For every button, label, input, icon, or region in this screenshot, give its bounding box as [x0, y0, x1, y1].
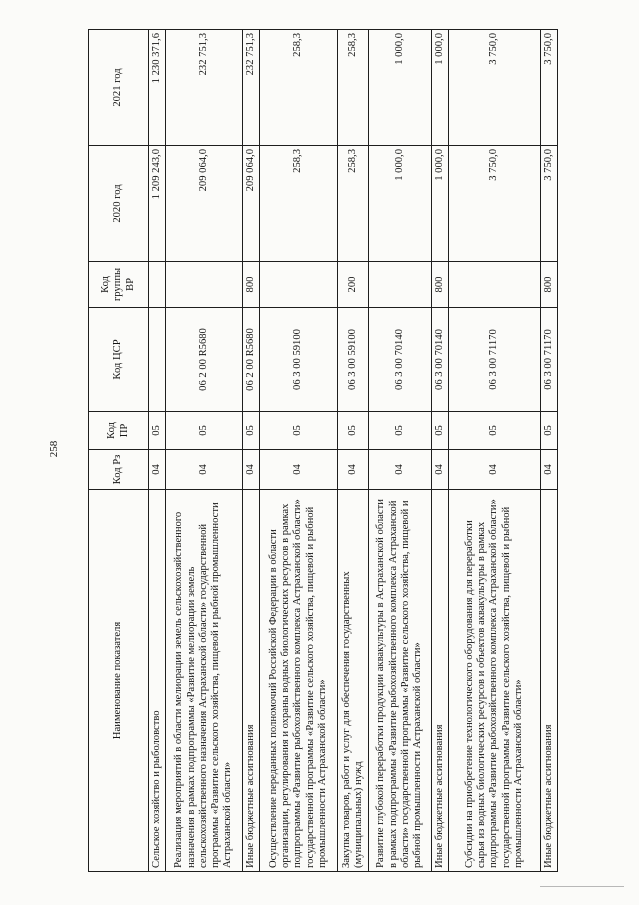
row-2021: 3 750,0: [449, 30, 541, 146]
row-2021: 258,3: [260, 30, 338, 146]
row-csr: 06 2 00 R5680: [166, 308, 243, 412]
row-csr: 06 3 00 71170: [541, 308, 558, 412]
page-number: 258: [48, 440, 60, 458]
table-row: [149, 30, 166, 872]
row-rz: 04: [166, 450, 243, 490]
row-vr: 200: [338, 262, 369, 308]
row-pr: 05: [369, 412, 432, 450]
row-rz: 04: [449, 450, 541, 490]
row-rz: 04: [243, 450, 260, 490]
row-2020: 3 750,0: [449, 146, 541, 262]
row-2021: 232 751,3: [166, 30, 243, 146]
header-rz: Код Рз: [89, 450, 149, 490]
table-row: [260, 30, 338, 872]
row-pr: 05: [449, 412, 541, 450]
row-vr: [166, 262, 243, 308]
row-2021: 1 230 371,6: [149, 30, 166, 146]
row-pr: 05: [260, 412, 338, 450]
row-2021: 1 000,0: [432, 30, 449, 146]
budget-table-container: [88, 30, 554, 872]
row-rz: 04: [338, 450, 369, 490]
row-pr: 05: [432, 412, 449, 450]
row-csr: [149, 308, 166, 412]
row-csr: 06 3 00 71170: [449, 308, 541, 412]
row-pr: 05: [149, 412, 166, 450]
budget-table: [88, 29, 558, 872]
table-row: [541, 30, 558, 872]
scan-artifact-line: [540, 886, 624, 887]
row-vr: [260, 262, 338, 308]
table-row: [449, 30, 541, 872]
row-vr: [149, 262, 166, 308]
row-name: Субсидии на приобретение технологического оборудования для переработки сырья из водных биологических ресурсов и объектов аквакультуры в рамках подпрограммы «Развитие рыбохозяйственного комплекса Астраханской области» государственной программы «Развитие сельского хозяйства, пищевой и рыбной промышленности Астраханской области»: [449, 490, 541, 872]
row-2020: 3 750,0: [541, 146, 558, 262]
row-csr: 06 2 00 R5680: [243, 308, 260, 412]
row-2020: 209 064,0: [243, 146, 260, 262]
row-vr: 800: [432, 262, 449, 308]
row-name: Реализация мероприятий в области мелиорации земель сельскохозяйственного назначения в рамках подпрограммы «Развитие мелиорации земель сельскохозяйственного назначения Астраханской области» государственной программы «Развитие сельского хозяйства, пищевой и рыбной промышленности Астраханской области»: [166, 490, 243, 872]
row-name: Осуществление переданных полномочий Российской Федерации в области организации, регулирования и охраны водных биологических ресурсов в рамках подпрограммы «Развитие рыбохозяйственного комплекса Астраханской области» государственной программы «Развитие сельского хозяйства, пищевой и рыбной промышленности Астраханской области»: [260, 490, 338, 872]
row-2021: 1 000,0: [369, 30, 432, 146]
row-pr: 05: [541, 412, 558, 450]
row-rz: 04: [149, 450, 166, 490]
header-name: Наименование показателя: [89, 490, 149, 872]
row-vr: 800: [541, 262, 558, 308]
row-2020: 1 000,0: [432, 146, 449, 262]
row-csr: 06 3 00 59100: [260, 308, 338, 412]
row-2021: 232 751,3: [243, 30, 260, 146]
table-row: [243, 30, 260, 872]
header-2020: 2020 год: [89, 146, 149, 262]
row-2021: 3 750,0: [541, 30, 558, 146]
row-2020: 209 064,0: [166, 146, 243, 262]
table-header-row: [89, 30, 149, 872]
row-pr: 05: [338, 412, 369, 450]
table-row: [369, 30, 432, 872]
row-rz: 04: [369, 450, 432, 490]
row-pr: 05: [166, 412, 243, 450]
row-2020: 1 000,0: [369, 146, 432, 262]
row-name: Иные бюджетные ассигнования: [432, 490, 449, 872]
row-2020: 1 209 243,0: [149, 146, 166, 262]
row-rz: 04: [260, 450, 338, 490]
row-rz: 04: [432, 450, 449, 490]
row-2020: 258,3: [338, 146, 369, 262]
table-row: [432, 30, 449, 872]
row-name: Иные бюджетные ассигнования: [243, 490, 260, 872]
table-row: [166, 30, 243, 872]
row-vr: [369, 262, 432, 308]
header-pr: Код ПР: [89, 412, 149, 450]
row-2021: 258,3: [338, 30, 369, 146]
row-vr: 800: [243, 262, 260, 308]
row-name: Закупка товаров, работ и услуг для обеспечения государственных (муниципальных) нужд: [338, 490, 369, 872]
table-row: [338, 30, 369, 872]
row-name: Развитие глубокой переработки продукции аквакультуры в Астраханской области в рамках подпрограммы «Развитие рыбохозяйственного комплекса Астраханской области» государственной программы «Развитие сельского хозяйства, пищевой и рыбной промышленности Астраханской области»: [369, 490, 432, 872]
row-csr: 06 3 00 70140: [369, 308, 432, 412]
row-vr: [449, 262, 541, 308]
header-2021: 2021 год: [89, 30, 149, 146]
row-rz: 04: [541, 450, 558, 490]
row-pr: 05: [243, 412, 260, 450]
row-name: Иные бюджетные ассигнования: [541, 490, 558, 872]
row-csr: 06 3 00 70140: [432, 308, 449, 412]
row-csr: 06 3 00 59100: [338, 308, 369, 412]
row-name: Сельское хозяйство и рыболовство: [149, 490, 166, 872]
header-csr: Код ЦСР: [89, 308, 149, 412]
header-vr: Код группы ВР: [89, 262, 149, 308]
row-2020: 258,3: [260, 146, 338, 262]
